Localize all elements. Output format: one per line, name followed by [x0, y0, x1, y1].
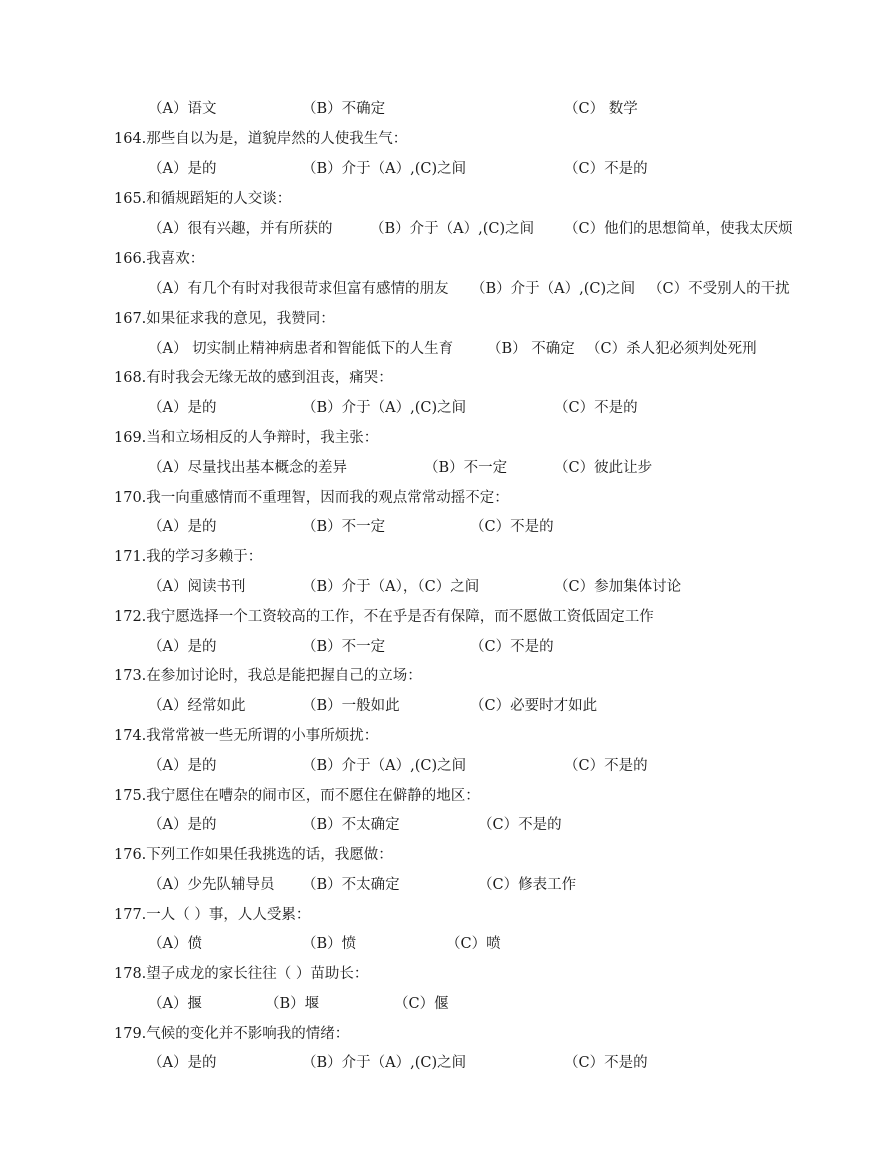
option-a: （A）揠 [148, 996, 202, 1012]
option-b: （B）不一定 [302, 639, 386, 655]
option-c: （C）杀人犯必须判处死刑 [586, 341, 757, 357]
option-c: （C） 数学 [564, 101, 638, 117]
option-a: （A）经常如此 [148, 698, 246, 714]
option-a: （A）偾 [148, 936, 202, 952]
option-b: （B）介于（A）,(C)之间 [302, 758, 467, 774]
option-c: （C）参加集体讨论 [554, 579, 682, 595]
option-c: （C）他们的思想简单，使我太厌烦 [564, 221, 793, 237]
option-b: （B）不太确定 [302, 817, 400, 833]
option-a: （A）少先队辅导员 [148, 877, 275, 893]
option-b: （B）不一定 [424, 460, 508, 476]
option-b: （B）介于（A）,(C)之间 [302, 400, 467, 416]
option-a: （A）是的 [148, 161, 217, 177]
option-b: （B）一般如此 [302, 698, 400, 714]
question-169: 169.当和立场相反的人争辩时，我主张： [114, 430, 379, 446]
question-175: 175.我宁愿住在嘈杂的闹市区，而不愿住在僻静的地区： [114, 788, 480, 804]
option-a: （A） 切实制止精神病患者和智能低下的人生育 [148, 341, 454, 357]
option-a: （A）是的 [148, 639, 217, 655]
question-167: 167.如果征求我的意见，我赞同： [114, 311, 335, 327]
option-c: （C）不是的 [470, 519, 554, 535]
option-a: （A）是的 [148, 758, 217, 774]
question-179: 179.气候的变化并不影响我的情绪： [114, 1026, 350, 1042]
option-b: （B）不确定 [302, 101, 386, 117]
option-c: （C）不受别人的干扰 [648, 281, 790, 297]
option-c: （C）彼此让步 [554, 460, 653, 476]
question-176: 176.下列工作如果任我挑选的话，我愿做： [114, 847, 393, 863]
option-a: （A）语文 [148, 101, 217, 117]
option-a: （A）有几个有时对我很苛求但富有感情的朋友 [148, 281, 449, 297]
option-c: （C）修表工作 [478, 877, 577, 893]
option-b: （B）介于（A）,(C)之间 [302, 1055, 467, 1071]
option-a: （A）是的 [148, 400, 217, 416]
option-a: （A）是的 [148, 1055, 217, 1071]
option-c: （C）不是的 [470, 639, 554, 655]
option-a: （A）尽量找出基本概念的差异 [148, 460, 347, 476]
question-178: 178.望子成龙的家长往往（ ）苗助长： [114, 966, 369, 982]
option-b: （B）介于（A）,(C)之间 [471, 281, 636, 297]
option-c: （C）不是的 [564, 758, 648, 774]
question-177: 177.一人（ ）事，人人受累： [114, 907, 311, 923]
option-a: （A）是的 [148, 817, 217, 833]
question-172: 172.我宁愿选择一个工资较高的工作，不在乎是否有保障，而不愿做工资低固定工作 [114, 609, 654, 625]
option-a: （A）阅读书刊 [148, 579, 246, 595]
option-a: （A）是的 [148, 519, 217, 535]
option-b: （B）堰 [265, 996, 320, 1012]
option-b: （B）介于（A）,(C)之间 [370, 221, 535, 237]
question-173: 173.在参加讨论时，我总是能把握自己的立场： [114, 668, 422, 684]
option-b: （B）介于（A）,(C)之间 [302, 161, 467, 177]
question-170: 170.我一向重感情而不重理智，因而我的观点常常动摇不定： [114, 490, 509, 506]
option-b: （B）不太确定 [302, 877, 400, 893]
question-166: 166.我喜欢： [114, 251, 205, 267]
option-b: （B） 不确定 [487, 341, 575, 357]
option-c: （C）不是的 [564, 161, 648, 177]
option-b: （B）不一定 [302, 519, 386, 535]
question-171: 171.我的学习多赖于： [114, 549, 263, 565]
question-164: 164.那些自以为是，道貌岸然的人使我生气： [114, 131, 408, 147]
question-174: 174.我常常被一些无所谓的小事所烦扰： [114, 728, 379, 744]
option-b: （B）介于（A），（C）之间 [302, 579, 480, 595]
option-c: （C）必要时才如此 [470, 698, 598, 714]
question-168: 168.有时我会无缘无故的感到沮丧，痛哭： [114, 370, 393, 386]
option-a: （A）很有兴趣，并有所获的 [148, 221, 333, 237]
option-c: （C）偃 [394, 996, 449, 1012]
option-c: （C）喷 [446, 936, 501, 952]
option-c: （C）不是的 [564, 1055, 648, 1071]
option-b: （B）愤 [302, 936, 357, 952]
option-c: （C）不是的 [554, 400, 638, 416]
option-c: （C）不是的 [478, 817, 562, 833]
question-165: 165.和循规蹈矩的人交谈： [114, 191, 292, 207]
